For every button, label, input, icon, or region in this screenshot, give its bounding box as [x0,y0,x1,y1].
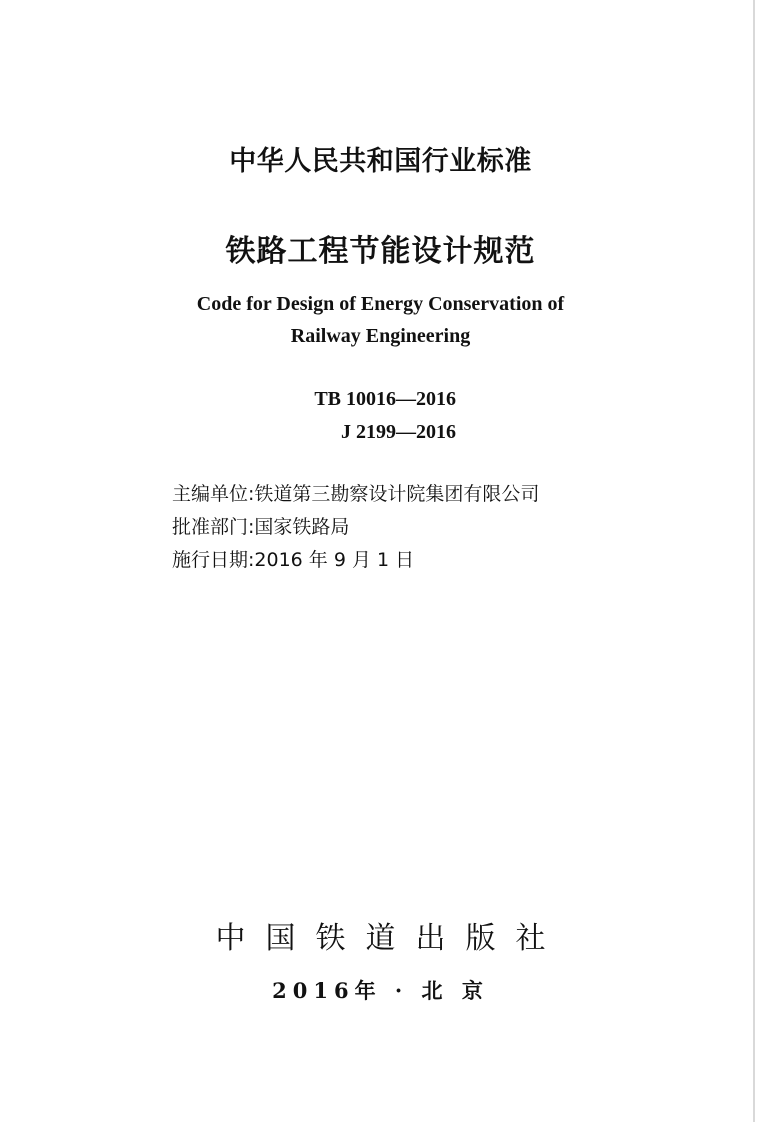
approval-department: 批准部门:国家铁路局 [172,516,350,538]
standard-codes [304,383,456,449]
standard-category: 中华人民共和国行业标准 [229,146,532,177]
document-title-cn: 铁路工程节能设计规范 [225,234,536,269]
editor-unit: 主编单位:铁道第三勘察设计院集团有限公司 [172,483,540,505]
document-meta [172,478,539,577]
publication-year-place: 2016年 · 北 京 [272,978,489,1003]
publisher-name: 中国铁道出版社 [215,921,566,956]
title-en-line2: Railway Engineering [290,325,471,347]
tb-code: TB 10016—2016 [314,388,456,410]
effective-date: 施行日期:2016 年 9 月 1 日 [172,549,415,571]
j-code: J 2199—2016 [341,421,456,443]
title-en-line1: Code for Design of Energy Conservation of [196,293,565,315]
document-title-en [0,288,761,352]
